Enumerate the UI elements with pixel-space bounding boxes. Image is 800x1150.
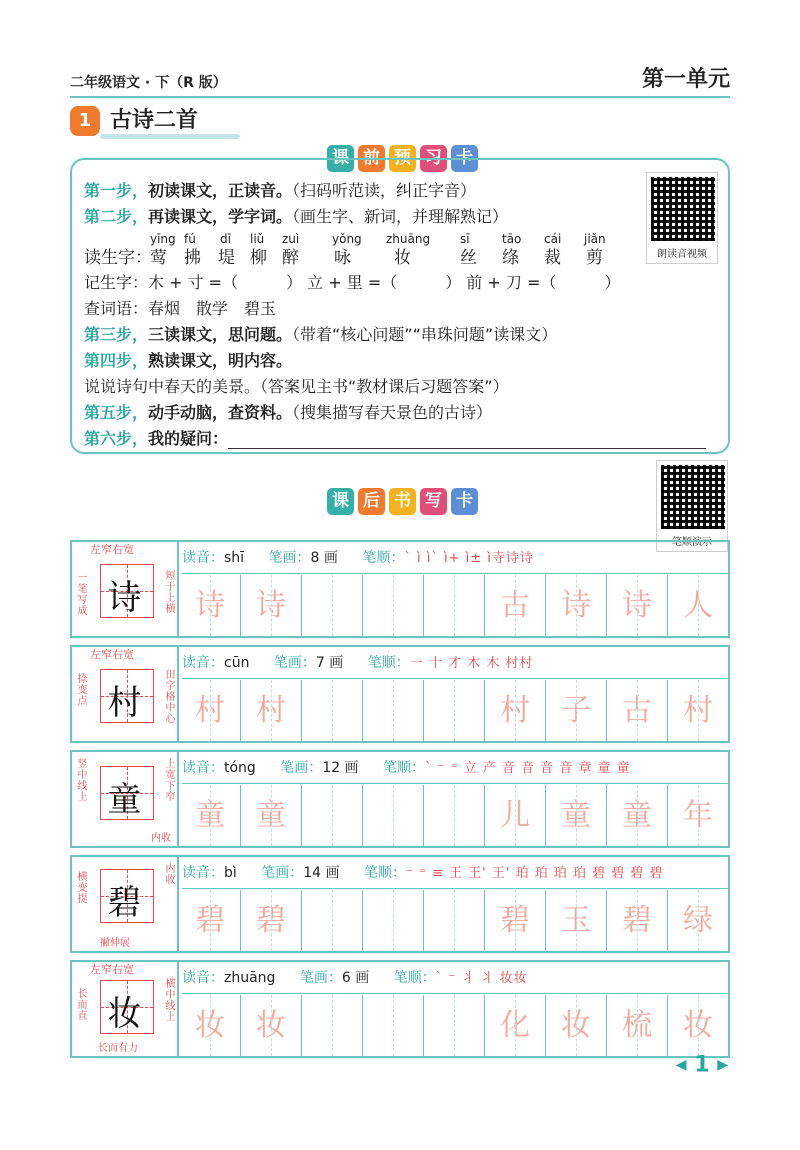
practice-cells [180,890,728,951]
step-6: 第六步，我的疑问： [84,426,716,452]
practice-cell[interactable]: 童 [546,785,607,846]
practice-cell[interactable] [424,995,485,1056]
title-char: 写 [420,488,447,515]
char-model: 左窄右宽 长而直 横中线上 长而有力 妆 [72,962,179,1056]
practice-cell[interactable]: 村 [180,680,241,741]
title-char: 预 [389,145,416,172]
new-chars-row: 读生字： 莺 拂 堤 柳 醉 咏 妆 丝 绦 裁 剪 [84,248,603,268]
practice-cell[interactable] [424,680,485,741]
practice-cell[interactable]: 童 [241,785,302,846]
prev-page-icon[interactable]: ◀ [675,1057,687,1073]
practice-cells [180,575,728,636]
title-char: 前 [358,145,385,172]
practice-cell[interactable] [424,890,485,951]
practice-cell[interactable] [302,785,363,846]
qr-code-audio[interactable] [646,172,718,264]
practice-cell[interactable]: 童 [607,785,668,846]
practice-cell[interactable]: 村 [241,680,302,741]
title-char: 习 [420,145,447,172]
practice-cell[interactable]: 儿 [485,785,546,846]
model-char: 村 [107,683,142,723]
writing-row [70,750,730,848]
char-info: 读音：cūn 笔画：7 画 笔顺：一 十 才 木 木 村村 [182,649,728,679]
title-char: 后 [358,488,385,515]
practice-cell[interactable] [363,575,424,636]
char-model: 竖中线上 上宽下窄 内收 童 [72,752,179,846]
writing-row [70,645,730,743]
writing-card-title [327,488,478,515]
practice-cell[interactable]: 诗 [607,575,668,636]
practice-cell[interactable]: 绿 [668,890,728,951]
practice-cell[interactable] [302,575,363,636]
unit-title: 第一单元 [641,67,730,92]
question-blank[interactable] [228,431,706,449]
practice-cell[interactable] [302,890,363,951]
practice-cell[interactable]: 年 [668,785,728,846]
step-5: 第五步，动手动脑，查资料。（搜集描写春天景色的古诗） [84,403,493,422]
practice-cell[interactable] [424,785,485,846]
practice-cell[interactable]: 碧 [241,890,302,951]
practice-cell[interactable]: 妆 [668,995,728,1056]
qr-caption: 笔顺演示 [672,537,712,548]
step-3: 第三步，三读课文，思问题。（带着“核心问题”“串珠问题”读课文） [84,325,558,344]
model-char: 诗 [107,578,142,618]
lookup-line: 查词语：春烟 散学 碧玉 [84,299,277,318]
practice-cell[interactable]: 子 [546,680,607,741]
practice-cell[interactable] [302,995,363,1056]
practice-cell[interactable]: 妆 [180,995,241,1056]
practice-cell[interactable]: 古 [607,680,668,741]
practice-cell[interactable]: 妆 [546,995,607,1056]
title-char: 课 [327,488,354,515]
char-model: 横变提 内收 撇伸展 碧 [72,857,179,951]
practice-cell[interactable]: 诗 [180,575,241,636]
step-4: 第四步，熟读课文，明内容。 [84,351,293,370]
title-char: 书 [389,488,416,515]
char-info: 读音：bì 笔画：14 画 笔顺：⁻ ⁼ ≡ 王 王' 王' 珀 珀 珀 珀 碧 碧 碧 碧 [182,859,728,889]
qr-icon [651,177,715,241]
qr-icon [661,465,725,529]
practice-cell[interactable]: 村 [668,680,728,741]
writing-row [70,960,730,1058]
practice-cell[interactable] [363,995,424,1056]
writing-row [70,855,730,953]
practice-cell[interactable]: 古 [485,575,546,636]
practice-cell[interactable]: 人 [668,575,728,636]
practice-cell[interactable]: 梳 [607,995,668,1056]
practice-cell[interactable]: 玉 [546,890,607,951]
title-char: 课 [327,145,354,172]
practice-cell[interactable]: 诗 [241,575,302,636]
practice-cell[interactable]: 童 [180,785,241,846]
char-model: 左窄右宽 捺变点 田字格中心 村 [72,647,179,741]
qr-code-strokes[interactable] [656,460,728,552]
practice-cell[interactable]: 村 [485,680,546,741]
practice-cell[interactable]: 诗 [546,575,607,636]
practice-cell[interactable] [363,785,424,846]
title-char: 卡 [451,145,478,172]
practice-cell[interactable]: 碧 [180,890,241,951]
practice-cell[interactable] [363,680,424,741]
preview-card [70,158,730,454]
lesson-number: 1 [70,106,100,136]
practice-cell[interactable]: 碧 [485,890,546,951]
model-char: 妆 [107,994,142,1034]
step-2: 第二步，再读课文，学字词。（画生字、新词，并理解熟记） [84,207,509,226]
pinyin-row: yīng fú dī liǔ zuì yǒng zhuāng sī tāo cái jiǎn [150,232,606,246]
char-model: 左窄右宽 一笔写成 短于上横 诗 [72,542,179,636]
lesson-title: 古诗二首 [110,108,199,133]
lesson-underline [100,134,240,139]
model-char: 碧 [107,883,142,923]
practice-cell[interactable]: 化 [485,995,546,1056]
lesson-heading [70,106,240,136]
step-1: 第一步，初读课文，正读音。（扫码听范读，纠正字音） [84,181,477,200]
writing-card [70,540,730,1065]
model-char: 童 [107,780,142,820]
title-char: 卡 [451,488,478,515]
page-header [70,68,730,98]
char-info: 读音：zhuāng 笔画：6 画 笔顺：` ⁻ 丬 丬 妆妆 [182,964,728,994]
practice-cell[interactable] [363,890,424,951]
practice-cell[interactable]: 碧 [607,890,668,951]
practice-cell[interactable] [424,575,485,636]
practice-cells [180,680,728,741]
spring-line: 说说诗句中春天的美景。（答案见主书“教材课后习题答案”） [84,377,509,396]
practice-cells [180,995,728,1056]
page-number: ◀ 1 ▶ [675,1052,728,1078]
practice-cell[interactable]: 妆 [241,995,302,1056]
qr-caption: 朗读音视频 [657,249,707,260]
writing-row [70,540,730,638]
practice-cell[interactable] [302,680,363,741]
book-title: 二年级语文 · 下（R 版） [70,75,227,91]
char-info: 读音：shī 笔画：8 画 笔顺：` ì ì` ì+ ì± ì寺诗诗 [182,544,728,574]
practice-cells [180,785,728,846]
next-page-icon[interactable]: ▶ [717,1057,728,1073]
char-info: 读音：tóng 笔画：12 画 笔顺：` ⁻ ⁼ 立 产 音 音 音 音 章 童 童 [182,754,728,784]
memory-line: 记生字：木 + 寸 =（ ） 立 + 里 =（ ） 前 + 刀 =（ ） [84,273,621,292]
